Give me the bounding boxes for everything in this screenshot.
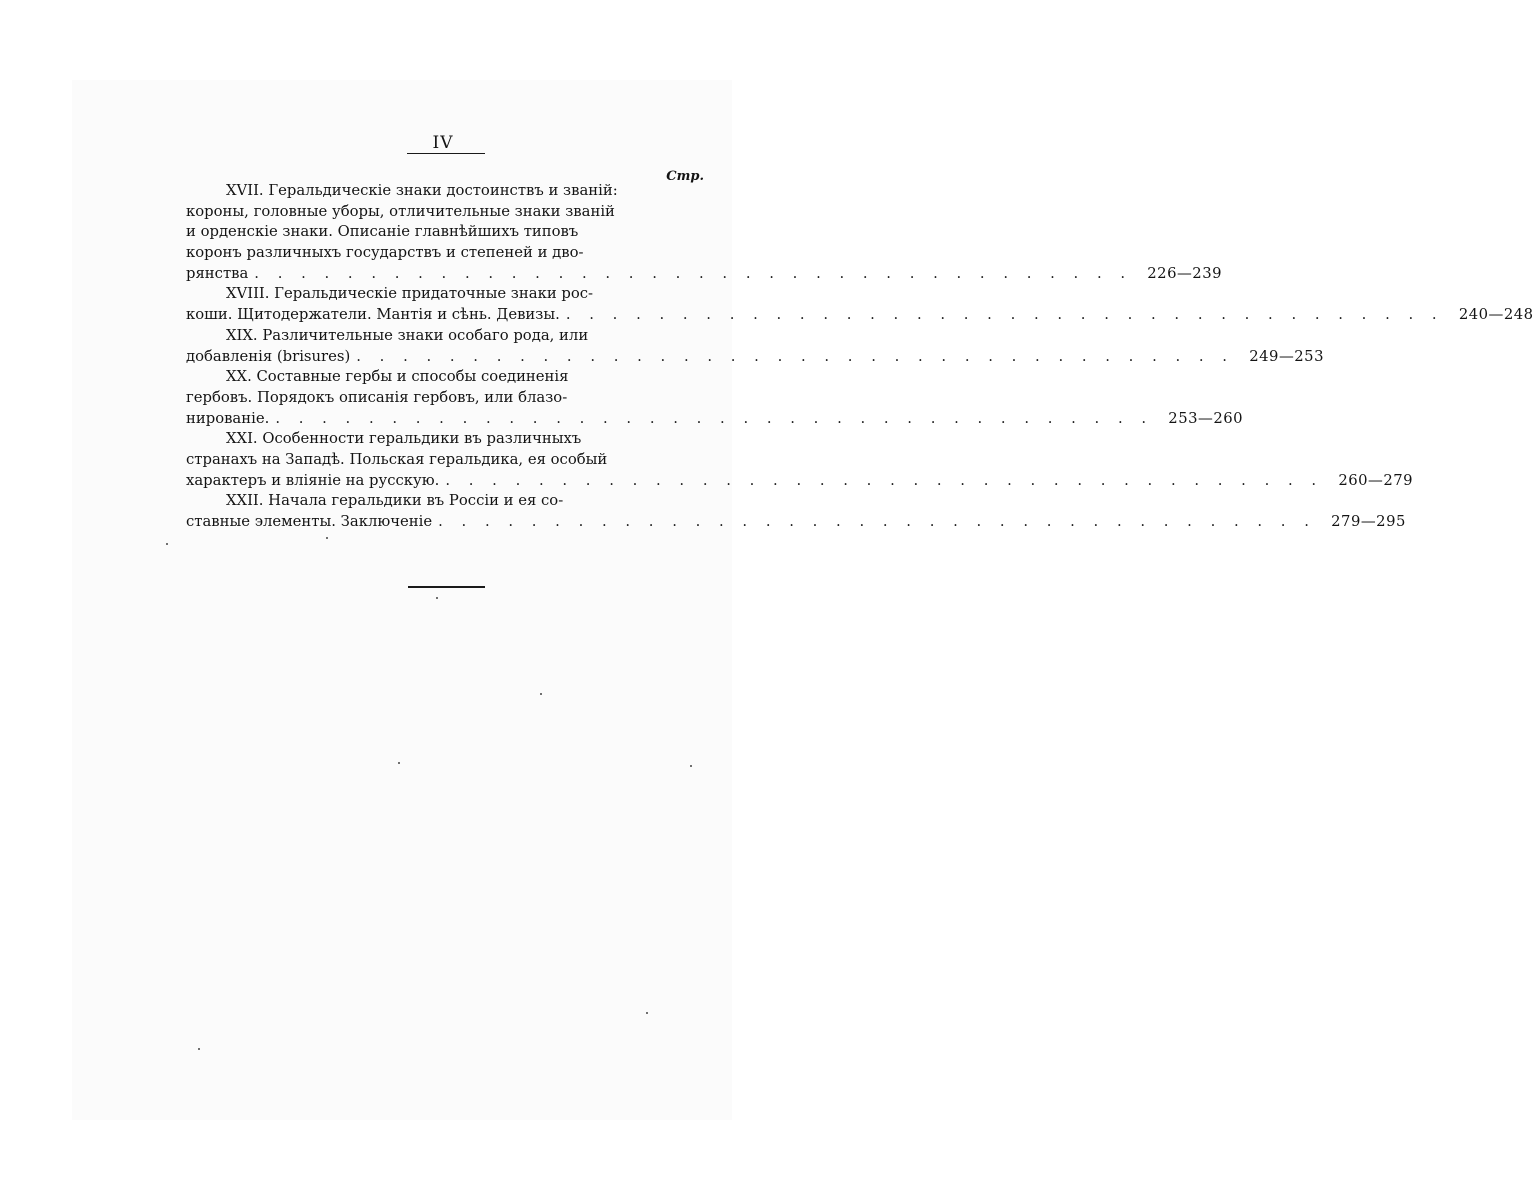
scan-speck: [646, 1012, 648, 1014]
dot-leader: . . . . . . . . . . . . . . . . . . . . . . . . . . . . . . . . . . . . . .: [356, 347, 1235, 365]
toc-entry-final-line: [186, 409, 1244, 430]
toc-entry-heading: XVIII. Геральдическіе придаточные знаки рос-: [226, 285, 594, 303]
toc-entry-line: коронъ различныхъ государствъ и степеней и дво-: [186, 244, 584, 262]
scan-speck: [436, 597, 438, 599]
toc-entry-final-text: ставные элементы. Заключеніе: [186, 513, 433, 530]
toc-entry: [186, 181, 1223, 284]
toc-entry-final-line: [186, 512, 1406, 533]
toc-entry-final-line: [186, 471, 1414, 492]
toc-entry-final-text: характеръ и вліяніе на русскую.: [186, 471, 440, 489]
toc-entry: [186, 491, 1406, 532]
scan-speck: [398, 762, 400, 764]
toc-entry-heading: XXI. Особенности геральдики въ различныхъ: [226, 430, 582, 448]
toc-entry-heading: XXII. Начала геральдики въ Россіи и ея со-: [226, 492, 564, 510]
dot-leader: . . . . . . . . . . . . . . . . . . . . . . . . . . . . . . . . . . . . . .: [438, 513, 1316, 530]
page-number: IV: [432, 133, 454, 153]
scan-speck: [540, 693, 542, 695]
toc-entry-line: гербовъ. Порядокъ описанія гербовъ, или блазо-: [186, 388, 568, 406]
toc-entry-final-text: нированіе.: [186, 409, 270, 427]
end-rule: [408, 586, 485, 588]
toc-entry-line: короны, головные уборы, отличительные знаки званій: [186, 202, 615, 220]
toc-entry-pages: 279—295: [1331, 513, 1406, 530]
toc-entry-pages: 226—239: [1147, 264, 1223, 282]
dot-leader: . . . . . . . . . . . . . . . . . . . . . . . . . . . . . . . . . . . . . .: [254, 264, 1133, 282]
table-of-contents: [186, 181, 1534, 533]
toc-entry-final-line: [186, 347, 1325, 368]
toc-entry: [186, 326, 1325, 367]
toc-entry-final-line: [186, 264, 1223, 285]
dot-leader: . . . . . . . . . . . . . . . . . . . . . . . . . . . . . . . . . . . . . .: [275, 409, 1154, 427]
header-rule: [407, 153, 485, 154]
toc-entry-heading: XVII. Геральдическіе знаки достоинствъ и званій:: [226, 182, 618, 199]
dot-leader: . . . . . . . . . . . . . . . . . . . . . . . . . . . . . . . . . . . . . .: [565, 306, 1444, 324]
toc-entry-pages: 249—253: [1249, 347, 1325, 365]
scan-speck: [198, 1048, 200, 1050]
scan-speck: [166, 543, 168, 545]
scan-speck: [690, 765, 692, 767]
toc-entry: [186, 284, 1534, 325]
toc-entry: [186, 367, 1244, 429]
toc-entry-line: и орденскіе знаки. Описаніе главнѣйшихъ типовъ: [186, 223, 579, 241]
toc-entry-heading: XIX. Различительные знаки особаго рода, или: [226, 326, 589, 344]
toc-entry-pages: 260—279: [1338, 471, 1414, 489]
toc-entry-line: странахъ на Западѣ. Польская геральдика, ея особый: [186, 450, 608, 468]
toc-entry-heading: XX. Составные гербы и способы соединенія: [226, 368, 569, 386]
scan-speck: [326, 537, 328, 539]
toc-entry: [186, 429, 1414, 491]
toc-entry-final-line: [186, 305, 1534, 326]
page-column-label: Стр.: [666, 169, 704, 184]
dot-leader: . . . . . . . . . . . . . . . . . . . . . . . . . . . . . . . . . . . . . .: [445, 471, 1324, 489]
toc-entry-pages: 240—248: [1458, 306, 1534, 324]
toc-entry-pages: 253—260: [1168, 409, 1244, 427]
toc-entry-final-text: добавленія (brisures): [186, 347, 351, 365]
toc-entry-final-text: коши. Щитодержатели. Мантія и сѣнь. Девизы.: [186, 306, 560, 324]
toc-entry-final-text: рянства: [186, 264, 249, 282]
